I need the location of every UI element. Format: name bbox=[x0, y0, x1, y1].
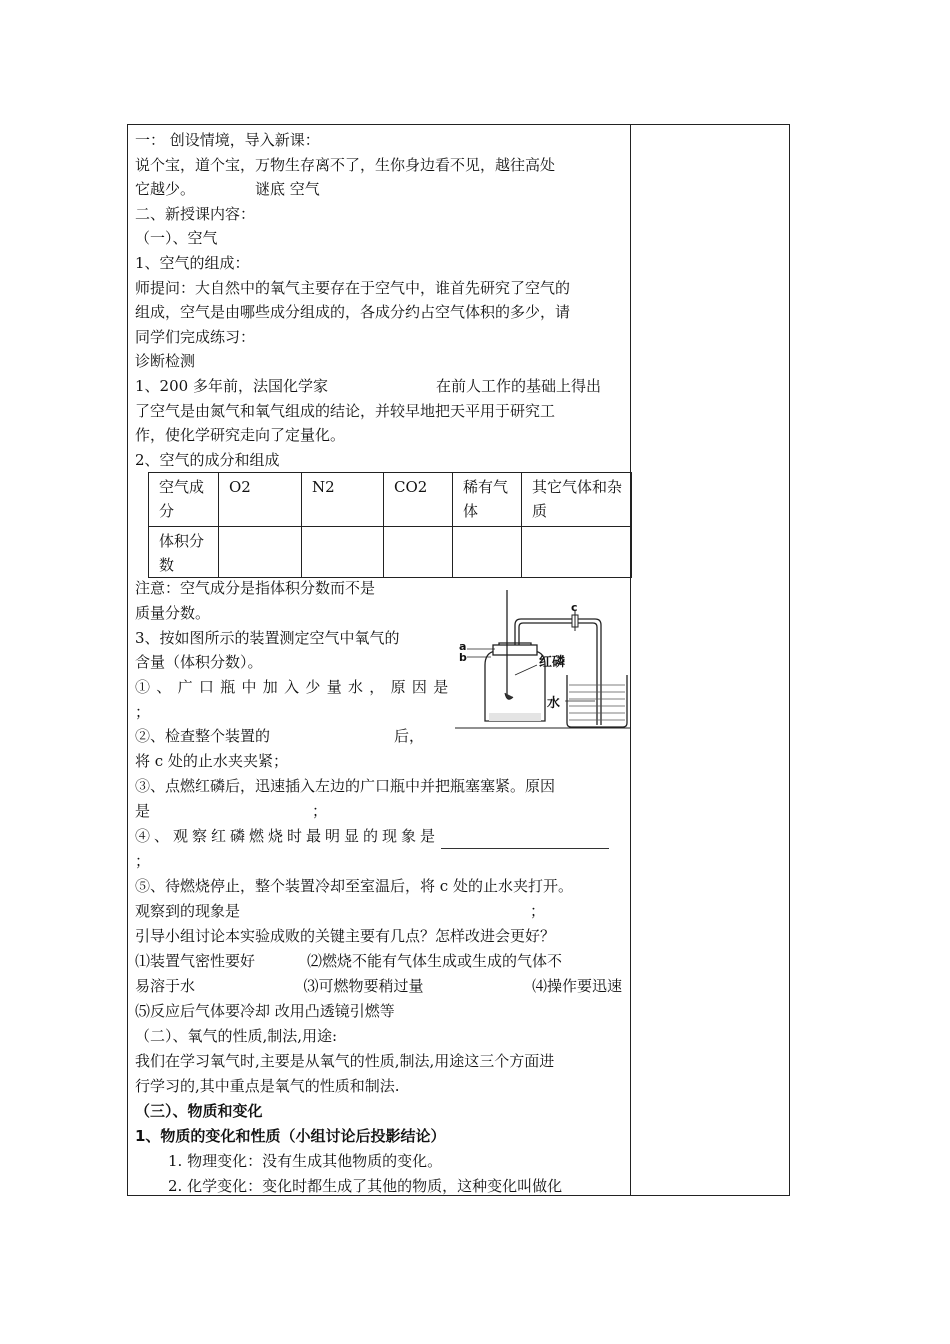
table-cell bbox=[219, 527, 302, 578]
label-c: c bbox=[571, 601, 578, 614]
oxygen-text-line-2: 行学习的,其中重点是氧气的性质和制法. bbox=[135, 1077, 400, 1095]
table-cell bbox=[453, 527, 522, 578]
table-header-cell: N2 bbox=[302, 473, 384, 527]
intro-heading: 一： 创设情境，导入新课： bbox=[135, 131, 320, 149]
teacher-question-line-1: 师提问：大自然中的氧气主要存在于空气中，谁首先研究了空气的 bbox=[135, 278, 571, 297]
diagnostic-heading: 诊断检测 bbox=[135, 352, 196, 371]
oxygen-text-line-1: 我们在学习氧气时,主要是从氧气的性质,制法,用途这三个方面进 bbox=[135, 1052, 555, 1070]
key-point-3: ⑶可燃物要稍过量 bbox=[303, 977, 424, 995]
step-2-start: ②、检查整个装置的 bbox=[135, 727, 271, 745]
label-water: 水 bbox=[547, 696, 561, 711]
question-1-end: 在前人工作的基础上得出 bbox=[435, 376, 601, 395]
step-4-end: ； bbox=[135, 852, 151, 870]
riddle-line-2 bbox=[135, 177, 627, 202]
table-header-cell: O2 bbox=[219, 473, 302, 527]
chemical-change-item: 2. 化学变化：变化时都生成了其他的物质，这种变化叫做化 bbox=[168, 1177, 563, 1195]
key-point-4: ⑷操作要迅速 bbox=[531, 977, 622, 995]
table-header-cell: 稀有气 体 bbox=[453, 473, 522, 527]
air-composition-table bbox=[148, 472, 632, 578]
label-b: b bbox=[459, 651, 467, 664]
key-points-line-3: ⑸反应后气体要冷却 改用凸透镜引燃等 bbox=[135, 1002, 395, 1020]
table-header-cell: CO2 bbox=[384, 473, 453, 527]
table-row bbox=[149, 473, 632, 527]
step-3-end: ； bbox=[312, 802, 328, 820]
step-2-line-2: 将 c 处的止水夹夹紧； bbox=[135, 752, 288, 770]
key-point-2: ⑵燃烧不能有气体生成或生成的气体不 bbox=[307, 952, 563, 970]
step-1-line bbox=[135, 675, 455, 700]
riddle-end: 它越少。 bbox=[135, 180, 196, 199]
question-2-heading: 2、空气的成分和组成 bbox=[135, 450, 280, 469]
note-line-1: 注意：空气成分是指体积分数而不是 bbox=[135, 579, 376, 597]
column-divider bbox=[630, 124, 631, 1196]
step-1-end: ； bbox=[135, 703, 151, 721]
step-3-start: 是 bbox=[135, 802, 151, 820]
answer-underline bbox=[441, 831, 609, 849]
label-red-phosphorus: 红磷 bbox=[539, 655, 566, 670]
note-line-2: 质量分数。 bbox=[135, 604, 211, 622]
riddle-answer: 谜底 空气 bbox=[255, 180, 320, 199]
step-1-text: ①、广口瓶中加入少量水，原因是 bbox=[135, 678, 455, 696]
key-point-2-end: 易溶于水 bbox=[135, 977, 196, 995]
table-header-cell: 其它气体和杂 质 bbox=[522, 473, 632, 527]
step-5-start: 观察到的现象是 bbox=[135, 902, 241, 920]
step-3-line-2 bbox=[135, 799, 327, 824]
subsection-oxygen-heading: （二）、氧气的性质,制法,用途: bbox=[135, 1027, 338, 1045]
question-1-line-2: 了空气是由氮气和氧气组成的结论，并较早地把天平用于研究工 bbox=[135, 401, 556, 420]
riddle-line-1: 说个宝，道个宝，万物生存离不了，生你身边看不见，越往高处 bbox=[135, 155, 556, 174]
subsection-air-heading: （一）、空气 bbox=[135, 229, 218, 248]
discussion-prompt: 引导小组讨论本实验成败的关键主要有几点？怎样改进会更好？ bbox=[135, 927, 556, 945]
table-row bbox=[149, 527, 632, 578]
table-row-label: 体积分 数 bbox=[149, 527, 219, 578]
question-3-line-2: 含量（体积分数）。 bbox=[135, 653, 263, 671]
air-composition-heading: 1、空气的组成： bbox=[135, 253, 250, 272]
step-3-line-1: ③、点燃红磷后，迅速插入左边的广口瓶中并把瓶塞塞紧。原因 bbox=[135, 777, 556, 795]
table-cell bbox=[302, 527, 384, 578]
subsection-matter-heading: （三）、物质和变化 bbox=[135, 1102, 263, 1120]
table-cell bbox=[384, 527, 453, 578]
step-2-end: 后， bbox=[394, 727, 425, 745]
key-points-line-2 bbox=[135, 974, 622, 999]
question-3-line-1: 3、按如图所示的装置测定空气中氧气的 bbox=[135, 629, 400, 647]
step-2-line bbox=[135, 724, 424, 749]
teacher-question-line-2: 组成，空气是由哪些成分组成的，各成分约占空气体积的多少，请 bbox=[135, 303, 571, 322]
key-point-1: ⑴装置气密性要好 bbox=[135, 952, 256, 970]
step-4-line bbox=[135, 824, 609, 849]
section-two-heading: 二、新授课内容： bbox=[135, 204, 256, 223]
step-5-line-1: ⑤、待燃烧停止，整个装置冷却至室温后，将 c 处的止水夹打开。 bbox=[135, 877, 573, 895]
physical-change-item: 1. 物理变化：没有生成其他物质的变化。 bbox=[168, 1152, 443, 1170]
label-a: a bbox=[459, 640, 467, 653]
matter-change-heading: 1、物质的变化和性质（小组讨论后投影结论） bbox=[135, 1127, 446, 1145]
question-1-start: 1、200 多年前，法国化学家 bbox=[135, 376, 328, 395]
step-5-end: ； bbox=[530, 902, 546, 920]
key-points-line-1 bbox=[135, 949, 562, 974]
question-1-line-3: 作，使化学研究走向了定量化。 bbox=[135, 426, 346, 445]
table-header-cell: 空气成 分 bbox=[149, 473, 219, 527]
table-cell bbox=[522, 527, 632, 578]
teacher-question-line-3: 同学们完成练习： bbox=[135, 327, 256, 346]
lesson-content-column bbox=[135, 128, 627, 472]
question-1-line-1 bbox=[135, 374, 627, 399]
step-5-line-2 bbox=[135, 899, 545, 924]
step-4-text: ④、观察红磷燃烧时最明显的现象是 bbox=[135, 827, 440, 845]
oxygen-measurement-apparatus bbox=[455, 585, 630, 735]
